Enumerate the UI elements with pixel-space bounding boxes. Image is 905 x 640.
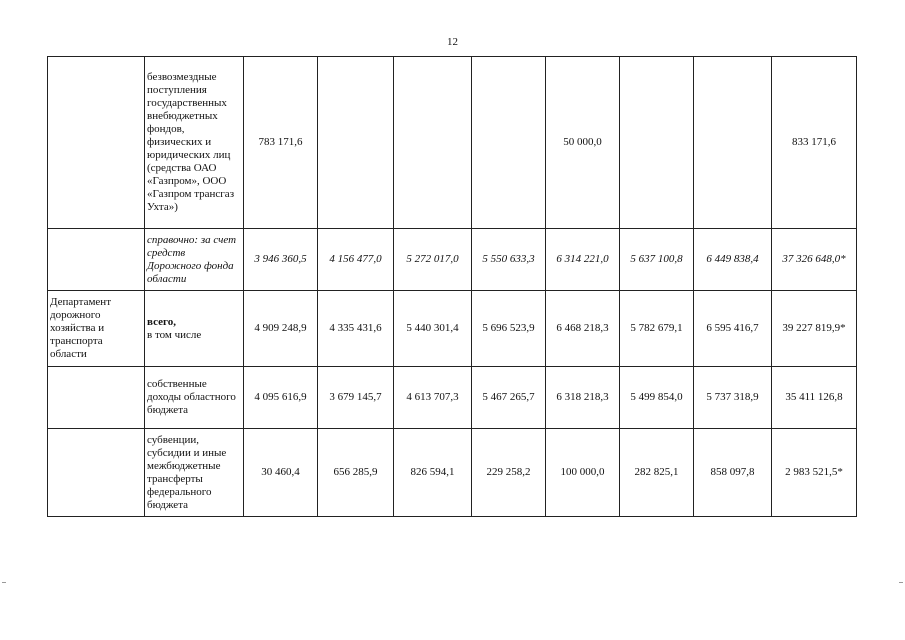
budget-table [47,56,857,517]
table-row [48,57,857,229]
department-cell: Департамент дорожного хозяйства и транспорта области [48,291,145,367]
value-cell: 4 909 248,9 [244,291,318,367]
description-cell: субвенции, субсидии и иные межбюджетные трансферты федерального бюджета [145,429,244,517]
description-including-label: в том числе [147,328,202,341]
value-cell: 5 499 854,0 [620,367,694,429]
table-row [48,429,857,517]
description-cell: собственные доходы областного бюджета [145,367,244,429]
value-cell: 5 440 301,4 [394,291,472,367]
value-cell: 5 782 679,1 [620,291,694,367]
department-cell [48,229,145,291]
value-cell: 656 285,9 [318,429,394,517]
value-cell: 4 613 707,3 [394,367,472,429]
value-cell: 35 411 126,8 [772,367,857,429]
value-cell: 37 326 648,0* [772,229,857,291]
value-cell: 39 227 819,9* [772,291,857,367]
value-cell: 3 946 360,5 [244,229,318,291]
value-cell: 6 595 416,7 [694,291,772,367]
value-cell: 229 258,2 [472,429,546,517]
value-cell: 833 171,6 [772,57,857,229]
value-cell: 6 318 218,3 [546,367,620,429]
value-cell [694,57,772,229]
value-cell: 3 679 145,7 [318,367,394,429]
description-cell: безвозмездные поступления государственных внебюджетных фондов, физических и юридических лиц (средства ОАО «Газпром», ООО «Газпром трансгаз Ухта») [145,57,244,229]
value-cell: 5 637 100,8 [620,229,694,291]
value-cell: 5 550 633,3 [472,229,546,291]
value-cell [394,57,472,229]
department-cell [48,367,145,429]
table-row [48,367,857,429]
value-cell: 5 272 017,0 [394,229,472,291]
value-cell: 2 983 521,5* [772,429,857,517]
value-cell: 6 314 221,0 [546,229,620,291]
value-cell: 783 171,6 [244,57,318,229]
description-cell: справочно: за счет средств Дорожного фонда области [145,229,244,291]
scan-edge-mark [899,582,903,583]
value-cell: 4 335 431,6 [318,291,394,367]
value-cell: 282 825,1 [620,429,694,517]
value-cell: 4 095 616,9 [244,367,318,429]
value-cell: 5 467 265,7 [472,367,546,429]
page-number: 12 [447,36,458,48]
value-cell: 5 696 523,9 [472,291,546,367]
department-cell [48,57,145,229]
value-cell: 826 594,1 [394,429,472,517]
department-cell [48,429,145,517]
value-cell [472,57,546,229]
value-cell: 858 097,8 [694,429,772,517]
description-cell [145,291,244,367]
value-cell: 6 468 218,3 [546,291,620,367]
table-row [48,229,857,291]
description-total-label: всего, [147,315,176,328]
value-cell: 6 449 838,4 [694,229,772,291]
value-cell: 30 460,4 [244,429,318,517]
value-cell [620,57,694,229]
value-cell: 50 000,0 [546,57,620,229]
value-cell: 100 000,0 [546,429,620,517]
value-cell [318,57,394,229]
value-cell: 4 156 477,0 [318,229,394,291]
value-cell: 5 737 318,9 [694,367,772,429]
table-row [48,291,857,367]
scan-edge-mark [2,582,6,583]
